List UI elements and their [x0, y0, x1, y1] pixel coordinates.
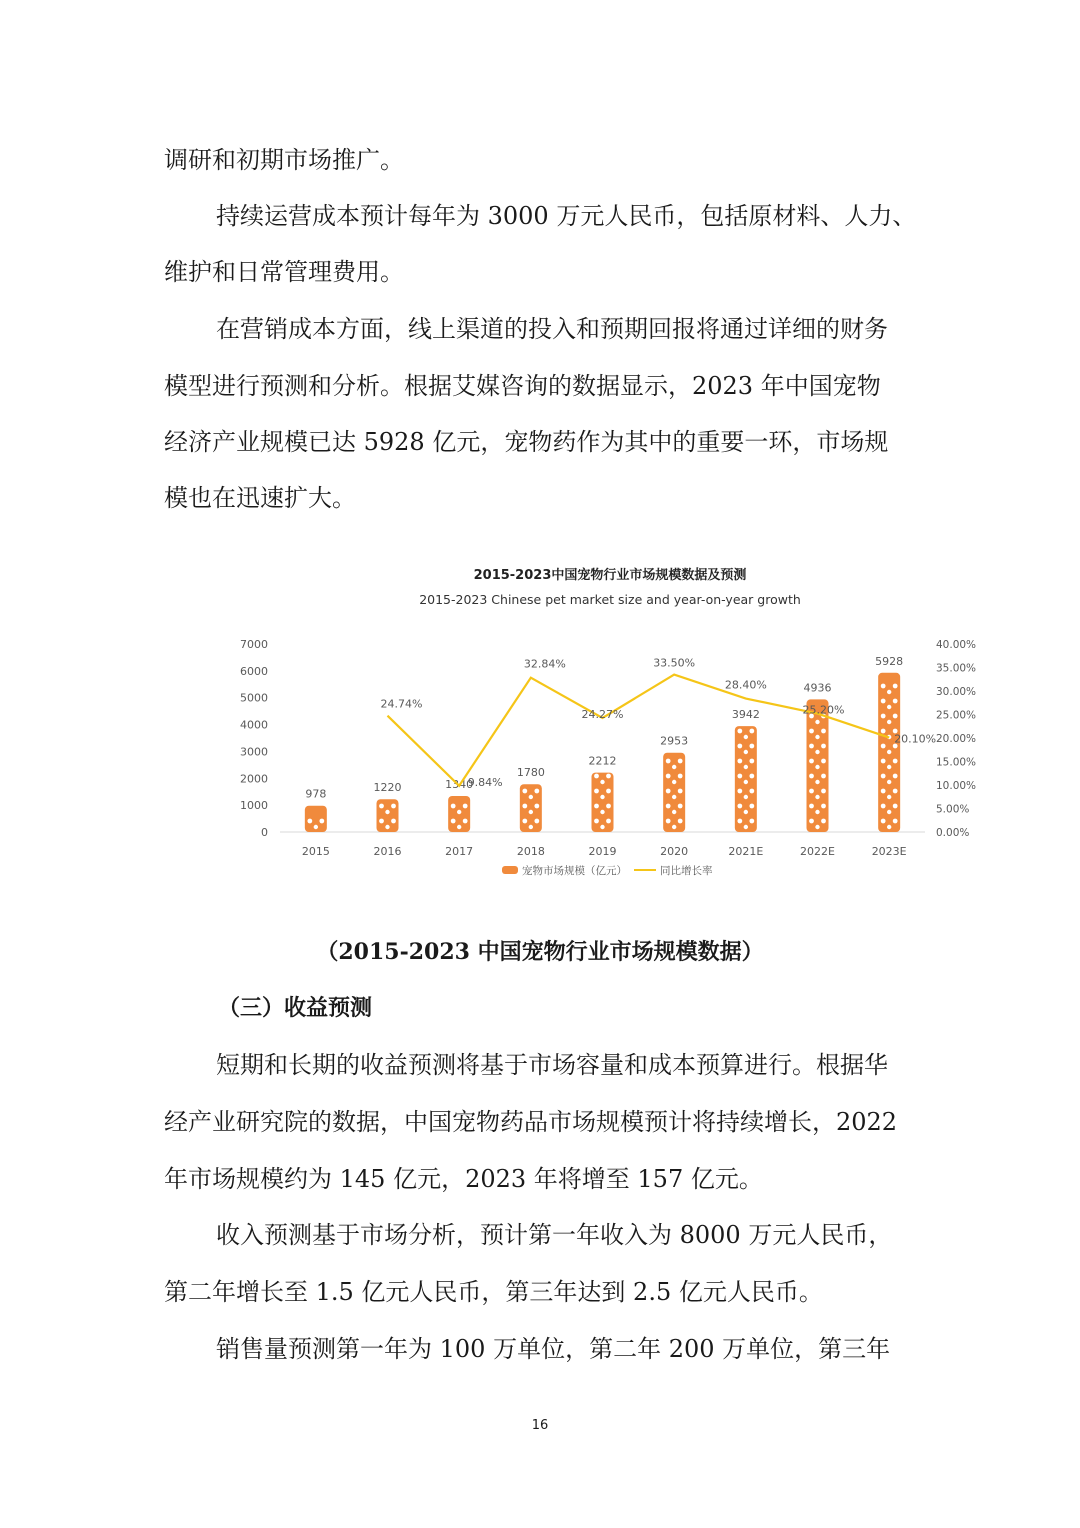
y-left-tick-label: 2000: [240, 772, 268, 786]
paw-dot: [534, 789, 539, 794]
bar: [377, 799, 399, 832]
paw-dot: [893, 684, 898, 689]
y-left-tick-label: 6000: [240, 664, 268, 678]
paw-dot: [529, 795, 533, 799]
paw-dot: [744, 735, 748, 739]
line-value-label: 24.27%: [581, 707, 624, 721]
paw-dot: [672, 780, 676, 784]
paw-dot: [815, 780, 819, 784]
page-number: 16: [531, 1418, 549, 1433]
paw-dot: [887, 765, 891, 769]
paw-dot: [815, 735, 819, 739]
paw-dot: [744, 750, 748, 754]
paw-dot: [594, 819, 599, 824]
bar: [878, 673, 900, 832]
paragraph-line: 模也在迅速扩大。: [164, 484, 356, 512]
paw-dot: [672, 765, 676, 769]
paw-dot: [821, 759, 826, 764]
paw-dot: [893, 714, 898, 719]
paw-dot: [672, 795, 676, 799]
paw-dot: [457, 825, 461, 829]
x-tick-label: 2018: [516, 845, 545, 858]
y-right-tick-label: 15.00%: [936, 756, 977, 769]
paw-dot: [594, 789, 599, 794]
paw-dot: [522, 789, 527, 794]
paw-dot: [749, 804, 754, 809]
paw-dot: [534, 819, 539, 824]
paw-dot: [809, 789, 814, 794]
x-tick-label: 2017: [445, 845, 474, 858]
paw-dot: [744, 780, 748, 784]
paw-dot: [737, 774, 742, 779]
line-value-label: 33.50%: [653, 656, 696, 670]
legend-label-line: 同比增长率: [660, 865, 713, 877]
paw-dot: [385, 810, 389, 814]
paw-dot: [815, 765, 819, 769]
legend-swatch-bar: [502, 866, 518, 874]
chart-subtitle: 2015-2023 Chinese pet market size and year-on-year growth: [419, 592, 801, 607]
paw-dot: [379, 804, 384, 809]
bar-value-label: 5928: [875, 654, 904, 668]
paw-dot: [821, 729, 826, 734]
paw-dot: [666, 789, 671, 794]
paw-dot: [314, 825, 318, 829]
paw-dot: [385, 825, 389, 829]
line-value-label: 24.74%: [380, 697, 423, 711]
paw-dot: [391, 804, 396, 809]
paw-dot: [809, 774, 814, 779]
bar: [807, 699, 829, 832]
paw-dot: [887, 795, 891, 799]
paw-dot: [749, 819, 754, 824]
bar-value-label: 1220: [373, 781, 402, 795]
paragraph-line: 维护和日常管理费用。: [164, 258, 404, 286]
line-value-label: 20.10%: [894, 732, 937, 746]
paw-dot: [893, 789, 898, 794]
legend-label-bars: 宠物市场规模（亿元）: [522, 865, 627, 877]
bar-value-label: 978: [305, 787, 327, 801]
paw-dot: [821, 789, 826, 794]
paragraph-line: 经产业研究院的数据，中国宠物药品市场规模预计将持续增长，2022: [164, 1108, 898, 1136]
line-value-label: 32.84%: [523, 657, 566, 671]
paw-dot: [887, 705, 891, 709]
paw-dot: [737, 789, 742, 794]
paragraph-line: 收入预测基于市场分析，预计第一年收入为 8000 万元人民币，: [216, 1221, 893, 1249]
legend-item-bars: [502, 864, 627, 877]
paw-dot: [881, 759, 886, 764]
bar-value-label: 2953: [660, 734, 689, 748]
paragraph-line: 调研和初期市场推广。: [164, 146, 404, 174]
paragraph-line: 模型进行预测和分析。根据艾媒咨询的数据显示，2023 年中国宠物: [164, 372, 881, 400]
paw-dot: [606, 819, 611, 824]
paragraph-line: 第二年增长至 1.5 亿元人民币，第三年达到 2.5 亿元人民币。: [164, 1278, 823, 1306]
paragraph-line: 销售量预测第一年为 100 万单位，第二年 200 万单位，第三年: [216, 1335, 891, 1363]
paragraph-line: 持续运营成本预计每年为 3000 万元人民币，包括原材料、人力、: [216, 202, 917, 230]
paragraph-line: 短期和长期的收益预测将基于市场容量和成本预算进行。根据华: [216, 1051, 888, 1079]
paw-dot: [678, 804, 683, 809]
y-right-tick-label: 0.00%: [936, 827, 970, 839]
paw-dot: [463, 804, 468, 809]
paw-dot: [881, 789, 886, 794]
figure-caption: （2015-2023 中国宠物行业市场规模数据）: [316, 939, 764, 965]
paw-dot: [749, 729, 754, 734]
chart-plot-area: [240, 638, 976, 858]
paw-dot: [606, 789, 611, 794]
y-left-tick-label: 3000: [240, 745, 268, 759]
paw-dot: [672, 825, 676, 829]
bar-value-label: 1780: [516, 766, 545, 780]
x-tick-label: 2019: [588, 845, 617, 858]
paw-dot: [749, 744, 754, 749]
paw-dot: [529, 825, 533, 829]
paw-dot: [893, 759, 898, 764]
paw-dot: [744, 795, 748, 799]
paw-dot: [666, 759, 671, 764]
paw-dot: [600, 825, 604, 829]
bar: [663, 753, 685, 832]
line-value-label: 9.84%: [467, 775, 503, 789]
paw-dot: [881, 744, 886, 749]
y-right-tick-label: 40.00%: [936, 639, 977, 651]
paw-dot: [893, 819, 898, 824]
paw-dot: [893, 699, 898, 704]
line-value-label: 25.20%: [802, 703, 845, 717]
paw-dot: [666, 774, 671, 779]
paw-dot: [534, 804, 539, 809]
paw-dot: [815, 810, 819, 814]
bar-value-label: 4936: [803, 681, 832, 695]
y-right-tick-label: 30.00%: [936, 686, 977, 698]
paw-dot: [594, 774, 599, 779]
y-left-tick-label: 5000: [240, 691, 268, 705]
paw-dot: [606, 774, 611, 779]
paw-dot: [522, 804, 527, 809]
x-tick-label: 2021E: [728, 845, 764, 858]
market-size-chart: [220, 556, 1000, 896]
paw-dot: [893, 774, 898, 779]
paw-dot: [744, 765, 748, 769]
paw-dot: [463, 819, 468, 824]
paw-dot: [744, 825, 748, 829]
paw-dot: [737, 744, 742, 749]
paw-dot: [737, 804, 742, 809]
y-right-tick-label: 5.00%: [936, 803, 970, 816]
y-right-tick-label: 20.00%: [936, 733, 977, 745]
paw-dot: [744, 810, 748, 814]
paw-dot: [809, 729, 814, 734]
y-left-tick-label: 1000: [240, 799, 268, 813]
y-right-tick-label: 25.00%: [936, 709, 977, 722]
paw-dot: [887, 825, 891, 829]
y-left-tick-label: 7000: [240, 638, 268, 651]
paw-dot: [451, 819, 456, 824]
paw-dot: [881, 729, 886, 734]
paw-dot: [881, 684, 886, 689]
paw-dot: [749, 774, 754, 779]
paw-dot: [678, 759, 683, 764]
paw-dot: [600, 780, 604, 784]
paw-dot: [809, 759, 814, 764]
paw-dot: [881, 714, 886, 719]
paw-dot: [749, 789, 754, 794]
paw-dot: [809, 804, 814, 809]
paw-dot: [737, 759, 742, 764]
paw-dot: [887, 750, 891, 754]
y-left-tick-label: 4000: [240, 718, 268, 732]
paw-dot: [594, 804, 599, 809]
bar: [520, 784, 542, 832]
x-tick-label: 2023E: [871, 845, 907, 858]
paw-dot: [887, 810, 891, 814]
paw-dot: [821, 744, 826, 749]
paw-dot: [522, 819, 527, 824]
chart-title: 2015-2023中国宠物行业市场规模数据及预测: [473, 568, 747, 583]
paw-dot: [600, 795, 604, 799]
paw-dot: [821, 774, 826, 779]
paw-dot: [821, 819, 826, 824]
paw-dot: [815, 720, 819, 724]
bar-value-label: 2212: [588, 754, 617, 768]
paw-dot: [451, 804, 456, 809]
paw-dot: [881, 774, 886, 779]
paw-dot: [815, 825, 819, 829]
paw-dot: [821, 804, 826, 809]
paw-dot: [887, 690, 891, 694]
chart-legend: [502, 864, 713, 877]
section-heading: （三）收益预测: [218, 995, 373, 1021]
paw-dot: [815, 795, 819, 799]
paragraph-line: 年市场规模约为 145 亿元，2023 年将增至 157 亿元。: [164, 1165, 763, 1193]
paw-dot: [749, 759, 754, 764]
paw-dot: [379, 819, 384, 824]
paw-dot: [678, 789, 683, 794]
paw-dot: [815, 750, 819, 754]
paragraph-line: 经济产业规模已达 5928 亿元，宠物药作为其中的重要一环，市场规: [164, 428, 889, 456]
bar: [305, 806, 327, 832]
y-right-tick-label: 35.00%: [936, 662, 977, 675]
bar-value-label: 1340: [445, 778, 474, 792]
paw-dot: [881, 819, 886, 824]
paw-dot: [887, 780, 891, 784]
bar: [735, 726, 757, 832]
paw-dot: [391, 819, 396, 824]
paw-dot: [737, 819, 742, 824]
paw-dot: [606, 804, 611, 809]
paw-dot: [881, 699, 886, 704]
paw-dot: [600, 810, 604, 814]
paw-dot: [881, 804, 886, 809]
bar: [592, 773, 614, 832]
bar-fill: [735, 726, 757, 832]
y-right-tick-label: 10.00%: [936, 780, 977, 792]
paw-dot: [809, 819, 814, 824]
y-left-tick-label: 0: [261, 826, 268, 839]
paw-dot: [678, 819, 683, 824]
paw-dot: [678, 774, 683, 779]
x-tick-label: 2015: [301, 845, 330, 858]
bar: [448, 796, 470, 832]
paw-dot: [319, 819, 324, 824]
paw-dot: [666, 804, 671, 809]
x-tick-label: 2020: [660, 845, 689, 858]
x-tick-label: 2022E: [800, 845, 835, 858]
paw-dot: [893, 804, 898, 809]
x-tick-label: 2016: [373, 845, 402, 858]
paw-dot: [887, 720, 891, 724]
paw-dot: [666, 819, 671, 824]
paw-dot: [672, 810, 676, 814]
bar-value-label: 3942: [731, 708, 760, 722]
paw-dot: [457, 810, 461, 814]
paw-dot: [307, 819, 312, 824]
line-value-label: 28.40%: [724, 678, 767, 692]
legend-item-line: [634, 864, 713, 877]
paw-dot: [529, 810, 533, 814]
paragraph-line: 在营销成本方面，线上渠道的投入和预期回报将通过详细的财务: [216, 315, 888, 343]
paw-dot: [737, 729, 742, 734]
paw-dot: [809, 744, 814, 749]
